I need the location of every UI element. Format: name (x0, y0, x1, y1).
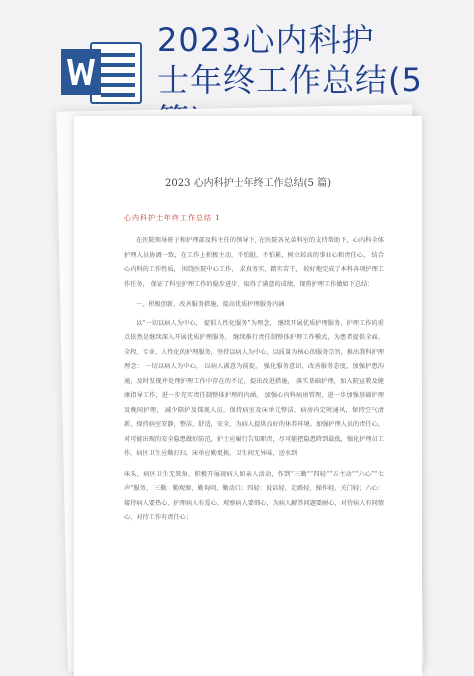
section-heading: 心内科护士年终工作总结 1 (124, 214, 221, 222)
paragraph: 床头，病区卫生无死角，积极开展视病人如亲人活动，作到“三勤”“四轻”“五主动”“六心”“七声”服务， 三勤：勤观察、勤询问、勤动口；四轻：说话轻、走路轻、操作轻、关门轻；六心：接待病人要热心、护理病人有爱心、观察病人要细心，为病人解答问题要耐心，对待病人有同情心，对待工作有责任心； (124, 470, 384, 521)
banner-title-line-1: 2023心内科护 (157, 21, 375, 59)
banner-title-line-2: 士年终工作总结(5 (157, 61, 423, 99)
word-document-icon (61, 41, 143, 105)
document-body (124, 234, 384, 532)
paragraph: 在医院领导班子和护理部及科主任的领导下, 在医院各兄弟科室的支持帮助下，心内科全体护理人员协调一致，在工作上积极主动，不怕脏，不怕累，树立较高的事业心和责任心， 结合心内科的工作性质， 围绕医院中心工作， 求真务实，踏实苦干， 较好地完成了本科各项护理工作任务， 保证了科室护理工作的稳步进步、取得了满意的成绩，现将护理工作做如下总结： (124, 237, 384, 288)
paragraph: 以“一切以病人为中心， 提倡人性化服务”为理念， 继续开展优质护理服务，护理工作的重点依然是继续深入开展优质护理服务， 继续推行责任制整体护理工作模式，为患者提供全面、全程、专业、人性化的护理服务，坚持以病人为中心，以质量为核心的服务宗旨，推出我科护理理念： 一切以病人为中心， 以病人满意为前提， 强化服务意识，改善服务态度，加强护患沟通，及时发现并处理护理工作中存在的不足，提出改进措施， 落实基础护理，加入院宣教及健康指导工作，进一步充实责任制整体护理的内涵。 加强心内科病房管理，进一步加强基础护理及晚间护理， 减少陪护及探视人员，保持病室及床单元整洁，病房内定时通风，保持空气清新，保持病室安静，整洁，舒适，安全，为病人提供良好的休养环境。加强护理人员的责任心， 对可能出现的安全隐患做好防范，护士应履行告知职责，尽可能把隐患降到最低，强化护理员工作，病区卫生应勤打扫，床单应勤更换，卫生间无异味，送水到 (124, 319, 384, 457)
paragraph-heading: 一、积极创新，改善服务措施，提高优质护理服务内涵 (136, 301, 285, 308)
banner (0, 0, 474, 120)
document-page (74, 116, 422, 676)
document-title: 2023 心内科护士年终工作总结(5 篇) (165, 178, 331, 189)
